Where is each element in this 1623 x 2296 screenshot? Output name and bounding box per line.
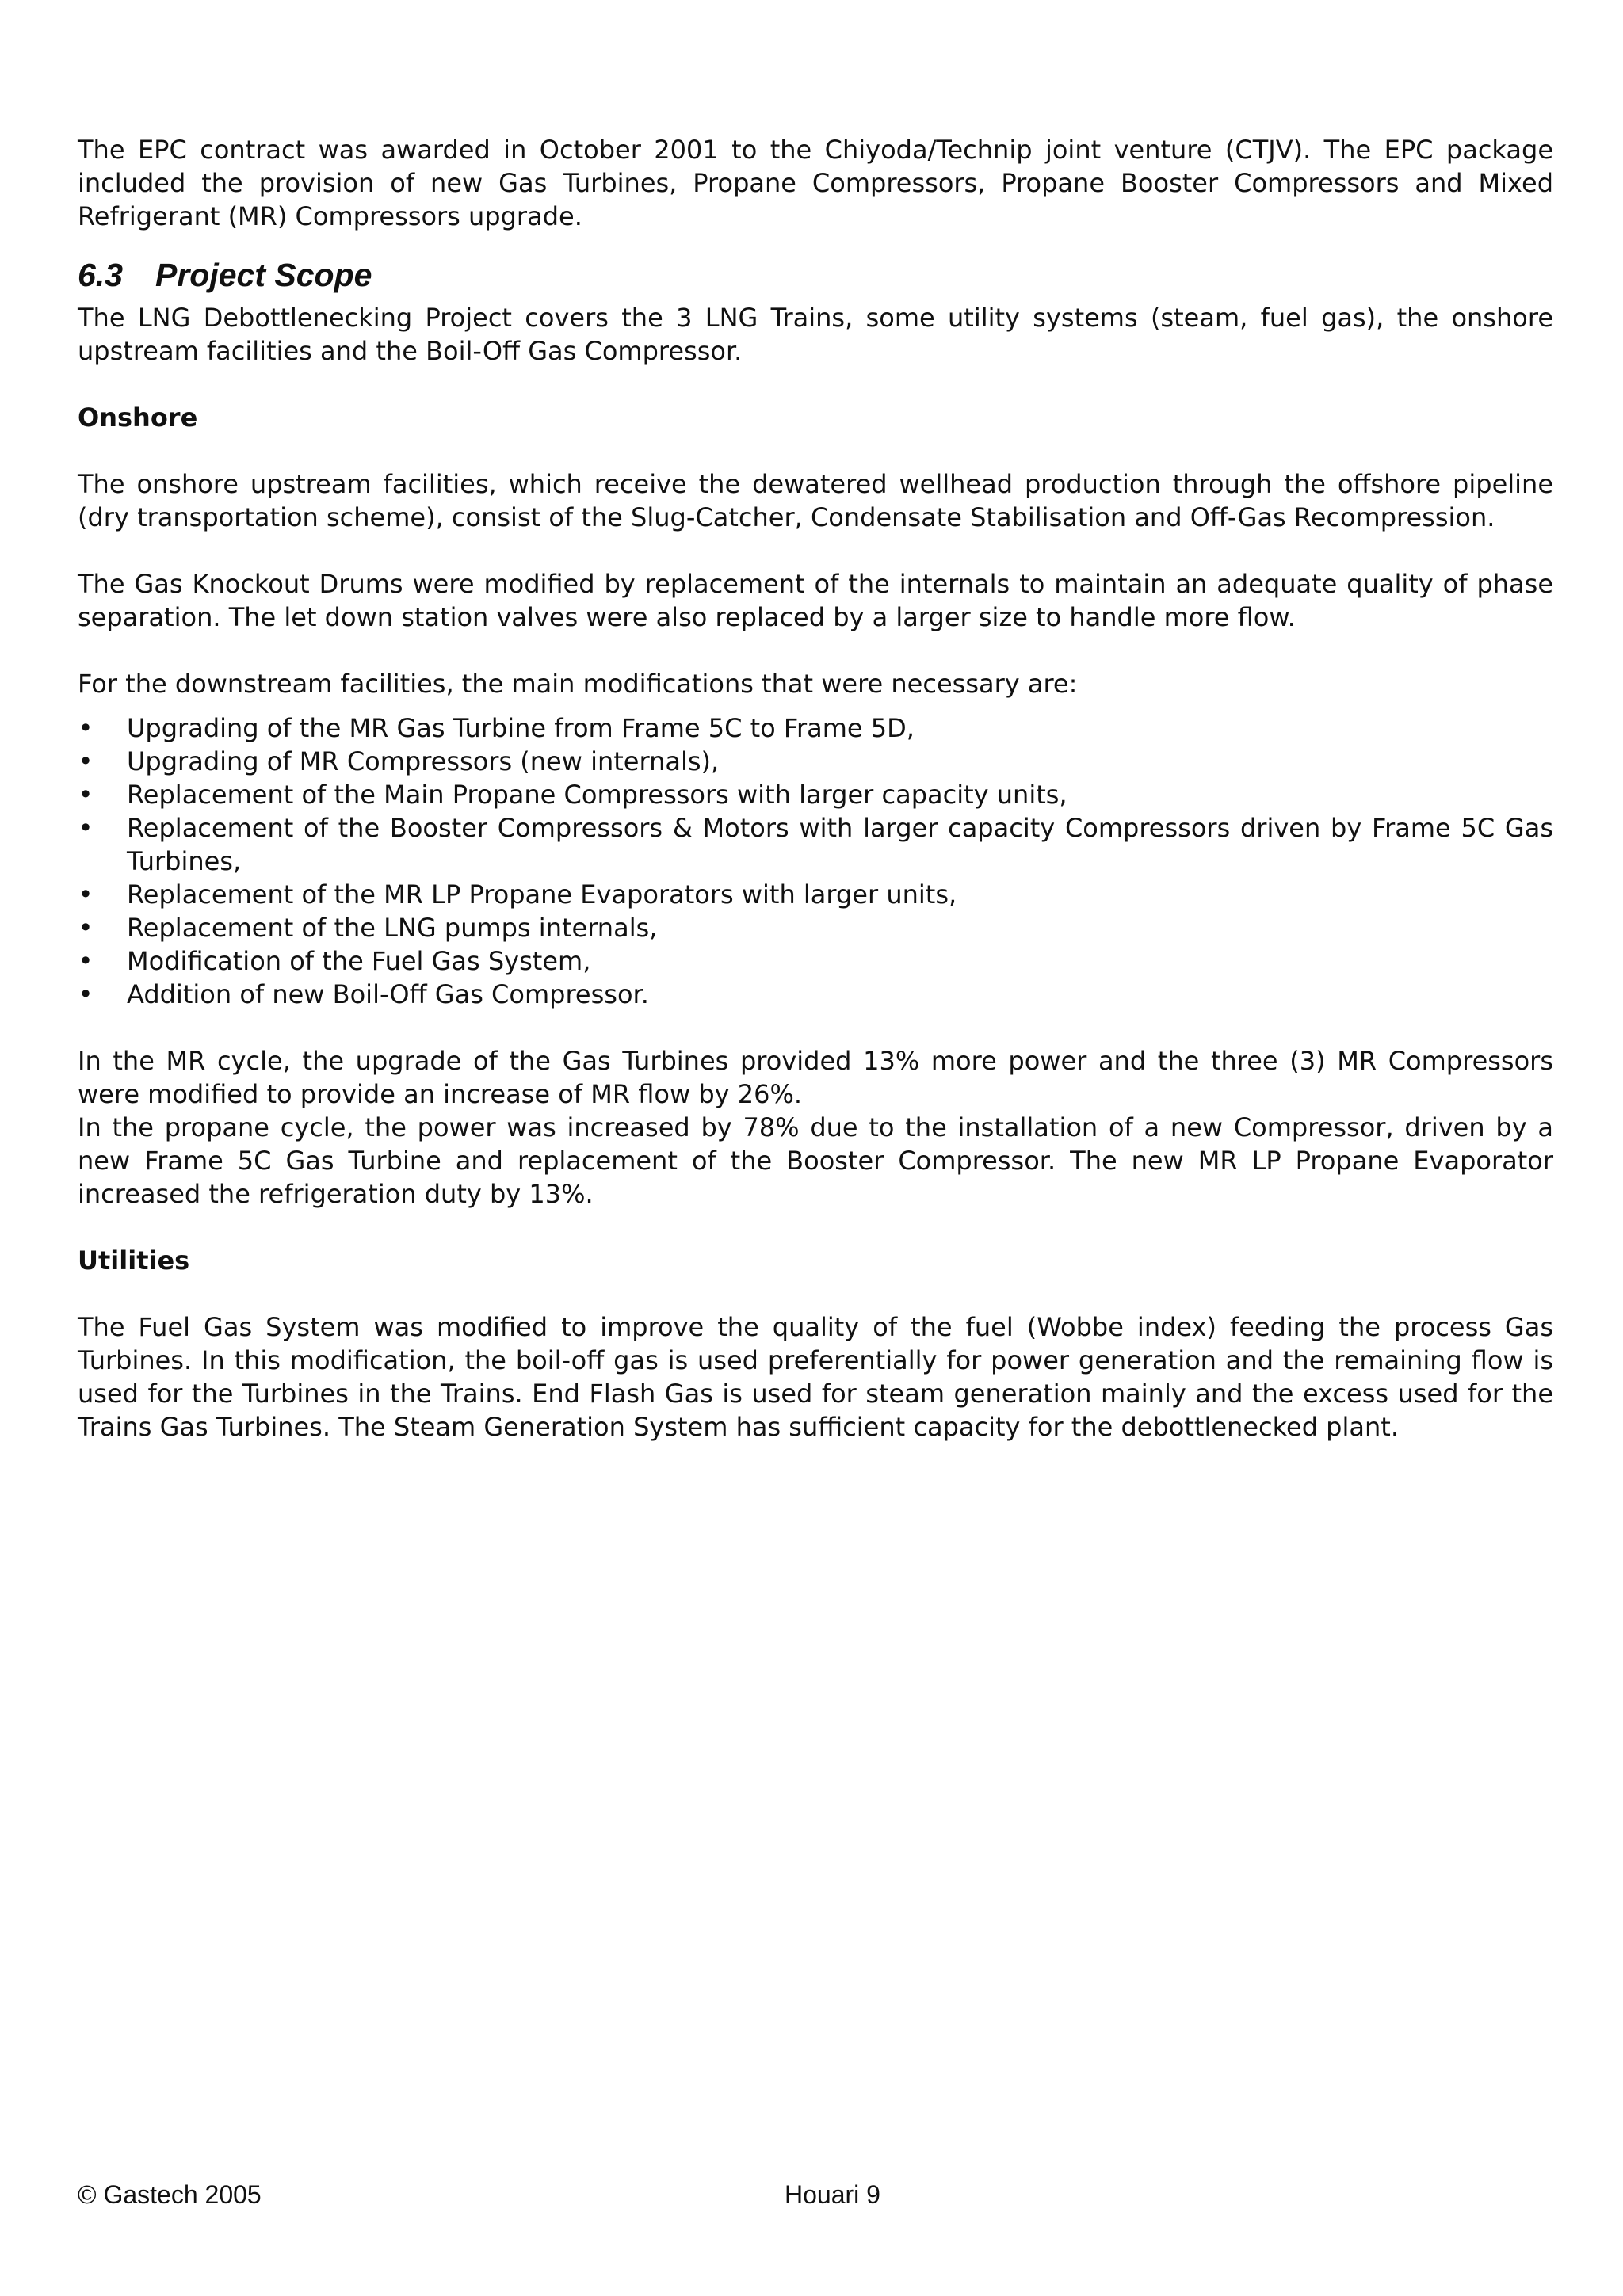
bullet-icon: •: [78, 946, 94, 976]
list-item: • Replacement of the Main Propane Compressors with larger capacity units,: [78, 780, 1067, 810]
bullet-icon: •: [78, 746, 94, 776]
bullet-icon: •: [78, 913, 94, 943]
footer-copyright: © Gastech 2005: [78, 2180, 262, 2209]
list-item: • Upgrading of MR Compressors (new internals),: [78, 746, 720, 776]
list-item: • Replacement of the MR LP Propane Evaporators with larger units,: [78, 879, 957, 910]
onshore-paragraph-3: For the downstream facilities, the main modifications that were necessary are:: [78, 669, 1078, 699]
onshore-paragraph-1: The onshore upstream facilities, which receive the dewatered wellhead production through the offshore pipeline (dry transportation scheme), consist of the Slug-Catcher, Condensate Stabilisation and Off-Gas Recompression.: [78, 469, 1553, 532]
modifications-list: [78, 711, 1553, 1011]
mr-cycle-paragraph: In the MR cycle, the upgrade of the Gas Turbines provided 13% more power and the three (3) MR Compressors were modified to provide an increase of MR flow by 26%.: [78, 1046, 1553, 1109]
list-item: • Replacement of the Booster Compressors & Motors with larger capacity Compressors driven by Frame 5C Gas Turbines,: [78, 813, 1553, 876]
document-page: [78, 133, 1553, 1444]
bullet-icon: •: [78, 780, 94, 810]
utilities-paragraph: The Fuel Gas System was modified to improve the quality of the fuel (Wobbe index) feeding the process Gas Turbines. In this modification, the boil-off gas is used preferentially for power generation and the remaining flow is used for the Turbines in the Trains. End Flash Gas is used for steam generation mainly and the excess used for the Trains Gas Turbines. The Steam Generation System has sufficient capacity for the debottlenecked plant.: [78, 1312, 1553, 1442]
bullet-icon: •: [78, 713, 94, 743]
list-item: • Addition of new Boil-Off Gas Compressor.: [78, 979, 649, 1009]
bullet-icon: •: [78, 813, 94, 843]
section-number: 6.3: [78, 257, 123, 293]
footer-page-number: Houari 9: [785, 2180, 880, 2209]
propane-cycle-paragraph: In the propane cycle, the power was increased by 78% due to the installation of a new Compressor, driven by a new Frame 5C Gas Turbine and replacement of the Booster Compressor. The new MR LP Propane Evaporator increased the refrigeration duty by 13%.: [78, 1112, 1553, 1209]
onshore-heading: Onshore: [78, 402, 198, 433]
bullet-icon: •: [78, 879, 94, 910]
list-item: • Replacement of the LNG pumps internals,: [78, 913, 658, 943]
intro-paragraph: The EPC contract was awarded in October 2001 to the Chiyoda/Technip joint venture (CTJV). The EPC package included the provision of new Gas Turbines, Propane Compressors, Propane Booster Compressors and Mixed Refrigerant (MR) Compressors upgrade.: [78, 135, 1553, 231]
bullet-icon: •: [78, 979, 94, 1009]
list-item: • Upgrading of the MR Gas Turbine from Frame 5C to Frame 5D,: [78, 713, 915, 743]
list-item: • Modification of the Fuel Gas System,: [78, 946, 591, 976]
section-heading: [78, 255, 1553, 295]
section-intro-paragraph: The LNG Debottlenecking Project covers the 3 LNG Trains, some utility systems (steam, fuel gas), the onshore upstream facilities and the Boil-Off Gas Compressor.: [78, 303, 1553, 366]
utilities-heading: Utilities: [78, 1245, 190, 1276]
section-title: Project Scope: [155, 257, 372, 293]
onshore-paragraph-2: The Gas Knockout Drums were modified by replacement of the internals to maintain an adequate quality of phase separation. The let down station valves were also replaced by a larger size to handle more flow.: [78, 569, 1553, 632]
